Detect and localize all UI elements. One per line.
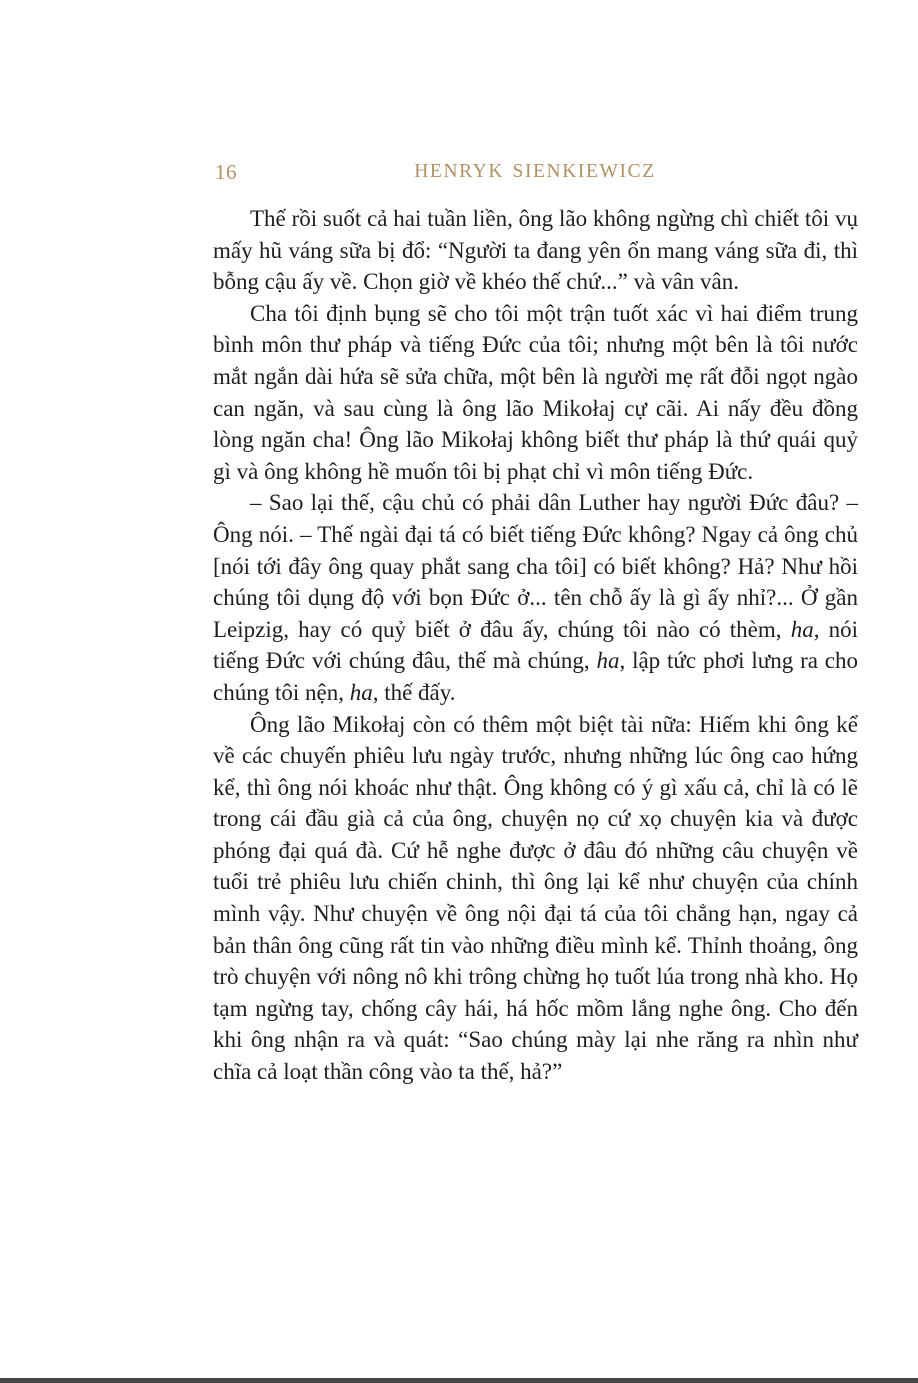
text-run: , lập tức phơi lưng ra cho chúng tôi nện, xyxy=(213,648,858,705)
running-title: HENRYK SIENKIEWICZ xyxy=(414,161,656,182)
text-run: , thế đấy. xyxy=(372,679,456,705)
italic-text-run: ha xyxy=(596,648,620,674)
page-header xyxy=(213,160,857,188)
italic-text-run: ha xyxy=(349,679,373,705)
text-run: Thế rồi suốt cả hai tuần liền, ông lão không ngừng chì chiết tôi vụ mấy hũ váng sữa bị đổ: “Người ta đang yên ổn mang váng sữa đi, thì bỗng cậu ấy về. Chọn giờ về khéo thế chứ...” và vân vân. xyxy=(213,206,858,295)
text-run: – Sao lại thế, cậu chủ có phải dân Luther hay người Đức đâu? – Ông nói. – Thế ngài đại tá có biết tiếng Đức không? Ngay cả ông chủ [nói tới đây ông quay phắt sang cha tôi] có biết không? Hả? Như hồi chúng tôi dụng độ với bọn Đức ở... tên chỗ ấy là gì ấy nhỉ?... Ở gần Leipzig, hay có quỷ biết ở đâu ấy, chúng tôi nào có thèm, xyxy=(213,490,858,642)
page-bottom-edge xyxy=(0,1378,918,1383)
paragraph xyxy=(213,203,858,298)
paragraph xyxy=(213,487,858,708)
page-number: 16 xyxy=(215,160,237,184)
italic-text-run: ha xyxy=(790,616,814,642)
text-run: Cha tôi định bụng sẽ cho tôi một trận tuốt xác vì hai điểm trung bình môn thư pháp và tiếng Đức của tôi; nhưng một bên là tôi nước mắt ngắn dài hứa sẽ sửa chữa, một bên là người mẹ rất đỗi ngọt ngào can ngăn, và sau cùng là ông lão Mikołaj cự cãi. Ai nấy đều đồng lòng ngăn cha! Ông lão Mikołaj không biết thư pháp là thứ quái quỷ gì và ông không hề muốn tôi bị phạt chỉ vì môn tiếng Đức. xyxy=(213,300,858,484)
paragraph xyxy=(213,298,858,488)
text-run: , nói tiếng Đức với chúng đâu, thế mà chúng, xyxy=(213,616,859,674)
text-run: Ông lão Mikołaj còn có thêm một biệt tài nữa: Hiếm khi ông kể về các chuyến phiêu lưu ngày trước, nhưng những lúc ông cao hứng kể, thì ông nói khoác như thật. Ông không có ý gì xấu cả, chỉ là có lẽ trong cái đầu già cả của ông, chuyện nọ cứ xọ chuyện kia và được phóng đại quá đà. Cứ hễ nghe được ở đâu đó những câu chuyện về tuổi trẻ phiêu lưu chiến chinh, thì ông lại kể như chuyện của chính mình vậy. Như chuyện về ông nội đại tá của tôi chẳng hạn, ngay cả bản thân ông cũng rất tin vào những điều mình kể. Thỉnh thoảng, ông trò chuyện với nông nô khi trông chừng họ tuốt lúa trong nhà kho. Họ tạm ngừng tay, chống cây hái, há hốc mồm lắng nghe ông. Cho đến khi ông nhận ra và quát: “Sao chúng mày lại nhe răng ra nhìn như chĩa cả loạt thần công vào ta thế, hả?” xyxy=(213,711,858,1085)
body-text xyxy=(213,203,858,1088)
paragraph xyxy=(213,709,858,1088)
